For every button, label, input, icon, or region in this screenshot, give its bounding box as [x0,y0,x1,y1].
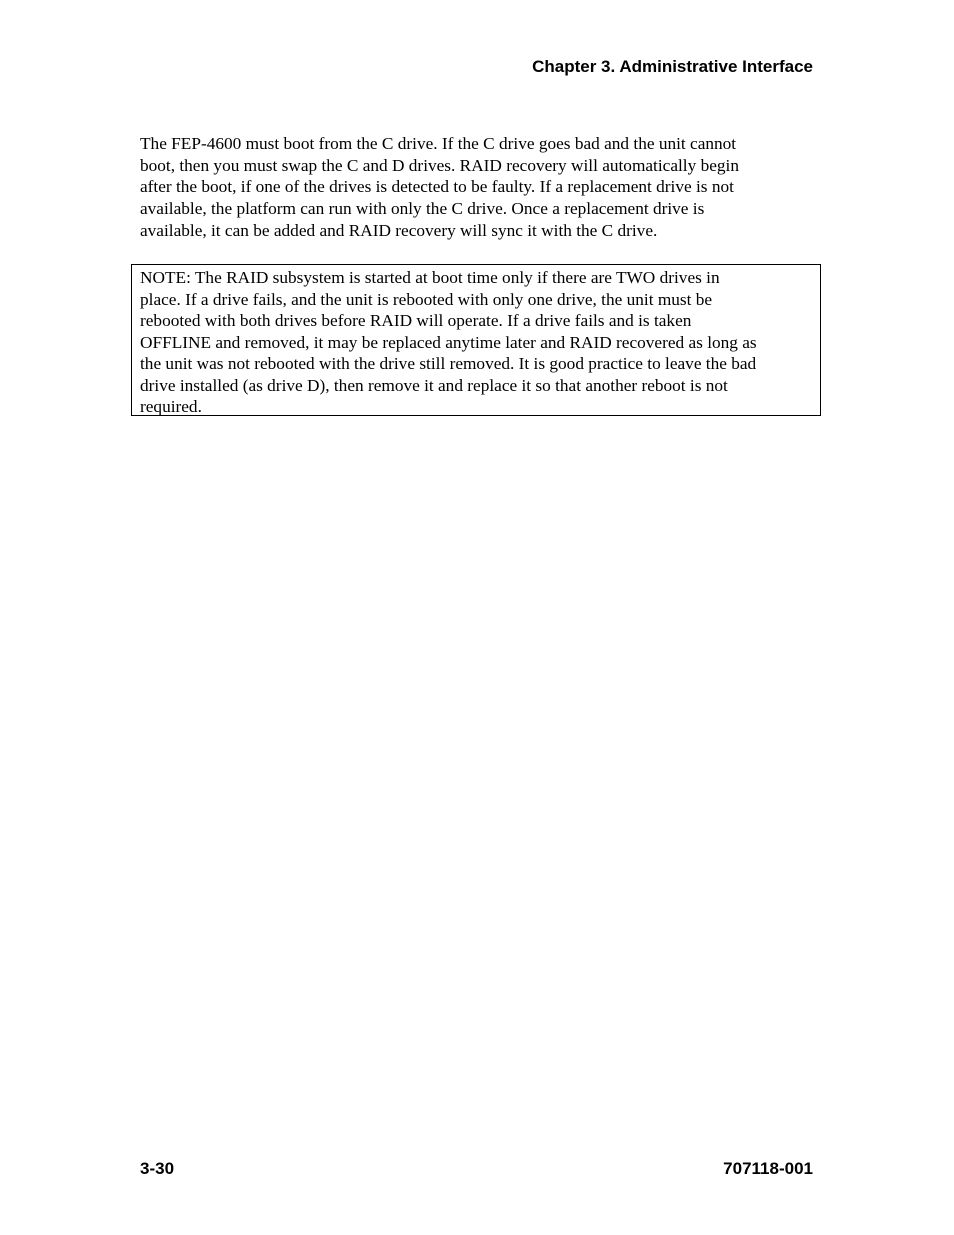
note-line: OFFLINE and removed, it may be replaced anytime later and RAID recovered as long as [140,332,757,352]
document-number: 707118-001 [723,1159,813,1178]
paragraph-line: boot, then you must swap the C and D drives. RAID recovery will automatically begin [140,155,739,175]
note-line: place. If a drive fails, and the unit is rebooted with only one drive, the unit must be [140,289,713,309]
note-line: required. [140,397,202,416]
body-paragraph [140,133,824,242]
note-line: NOTE: The RAID subsystem is started at boot time only if there are TWO drives in [140,268,720,287]
paragraph-line: after the boot, if one of the drives is detected to be faulty. If a replacement drive is not [140,177,734,197]
chapter-header: Chapter 3. Administrative Interface [532,57,813,76]
page-number: 3-30 [140,1159,175,1178]
note-box [131,264,821,416]
note-line: drive installed (as drive D), then remove it and replace it so that another reboot is not [140,375,728,395]
note-text [140,267,757,418]
paragraph-line: available, the platform can run with only the C drive. Once a replacement drive is [140,199,705,219]
note-line: rebooted with both drives before RAID will operate. If a drive fails and is taken [140,311,692,330]
paragraph-line: available, it can be added and RAID recovery will sync it with the C drive. [140,220,658,240]
note-line: the unit was not rebooted with the drive still removed. It is good practice to leave the bad [140,354,757,373]
paragraph-line: The FEP-4600 must boot from the C drive. If the C drive goes bad and the unit cannot [140,134,737,153]
